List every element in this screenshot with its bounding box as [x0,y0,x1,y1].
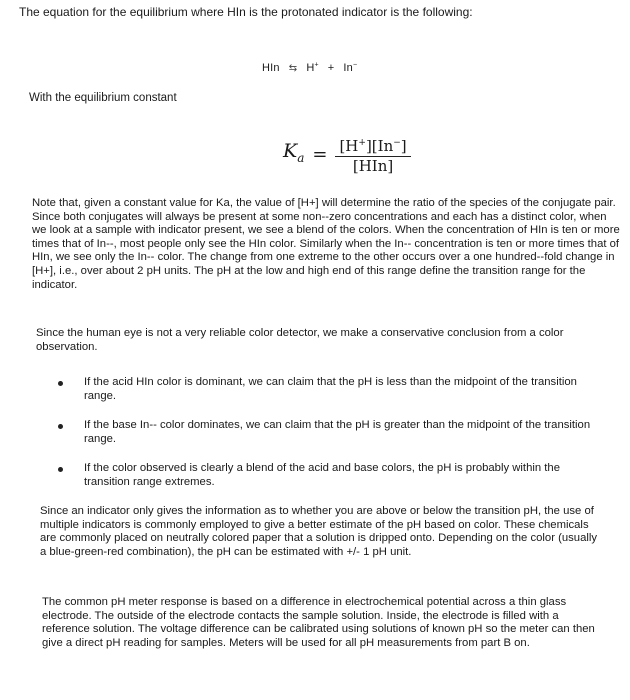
conclusion-list [58,376,598,506]
ka-equation [283,137,411,173]
list-item: If the acid HIn color is dominant, we can claim that the pH is less than the midpoint of the transition range. [58,376,598,403]
ka-numerator: [H+][In−] [335,137,410,157]
intro-text: The equation for the equilibrium where HIn is the protonated indicator is the following: [19,5,473,19]
ka-symbol: $K_a$ [283,139,305,165]
paragraph-ph-meter: The common pH meter response is based on a difference in electrochemical potential across a thin glass electrode. The outside of the electrode contacts the sample solution. Inside, the electrode is filled with a reference solution. The voltage difference can be calibrated using solutions of known pH so the meter can then give a direct pH reading for samples. Meters will be used for all pH measurements from part B on. [42,596,595,649]
paragraph-human-eye: Since the human eye is not a very reliable color detector, we make a conservative conclusion from a color observation. [36,327,564,353]
plus-sign: + [327,62,335,74]
ka-fraction [335,137,410,173]
constant-intro-text: With the equilibrium constant [29,92,177,104]
paragraph-multiple-indicators: Since an indicator only gives the information as to whether you are above or below the transition pH, the use of multiple indicators is commonly employed to give a better estimate of the pH based on color. These chemicals are commonly placed on neutrally colored paper that a solution is dripped onto. Depending on the color (usually a blue-green-red combination), the pH can be estimated with +/- 1 pH unit. [40,505,598,558]
equilibrium-arrow-icon: ⇆ [288,63,298,74]
equals-sign: = [312,144,328,166]
product-h: H+ [306,61,319,74]
paragraph-ratio: Note that, given a constant value for Ka, the value of [H+] will determine the ratio of the species of the conjugate pair. Since both conjugates will always be present at some non--zero concentrations and each has a distinct color, when we look at a sample with indicator present, we see a blend of the colors. When the concentration of HIn is ten or more times that of In--, most people only see the HIn color. Similarly when the In-- concentration is ten or more times that of HIn, we see only the In-- color. The change from one extreme to the other occurs over a one hundred--fold change in [H+], i.e., over about 2 pH units. The pH at the low and high end of this range define the transition range for the indicator. [32,197,620,291]
reaction-equation [262,62,357,76]
ka-denominator: [HIn] [352,156,394,175]
product-in: In− [343,61,358,74]
reactant-hin: HIn [262,62,280,74]
list-item: If the base In-- color dominates, we can claim that the pH is greater than the midpoint of the transition range. [58,419,598,446]
list-item: If the color observed is clearly a blend of the acid and base colors, the pH is probably within the transition range extremes. [58,462,598,489]
